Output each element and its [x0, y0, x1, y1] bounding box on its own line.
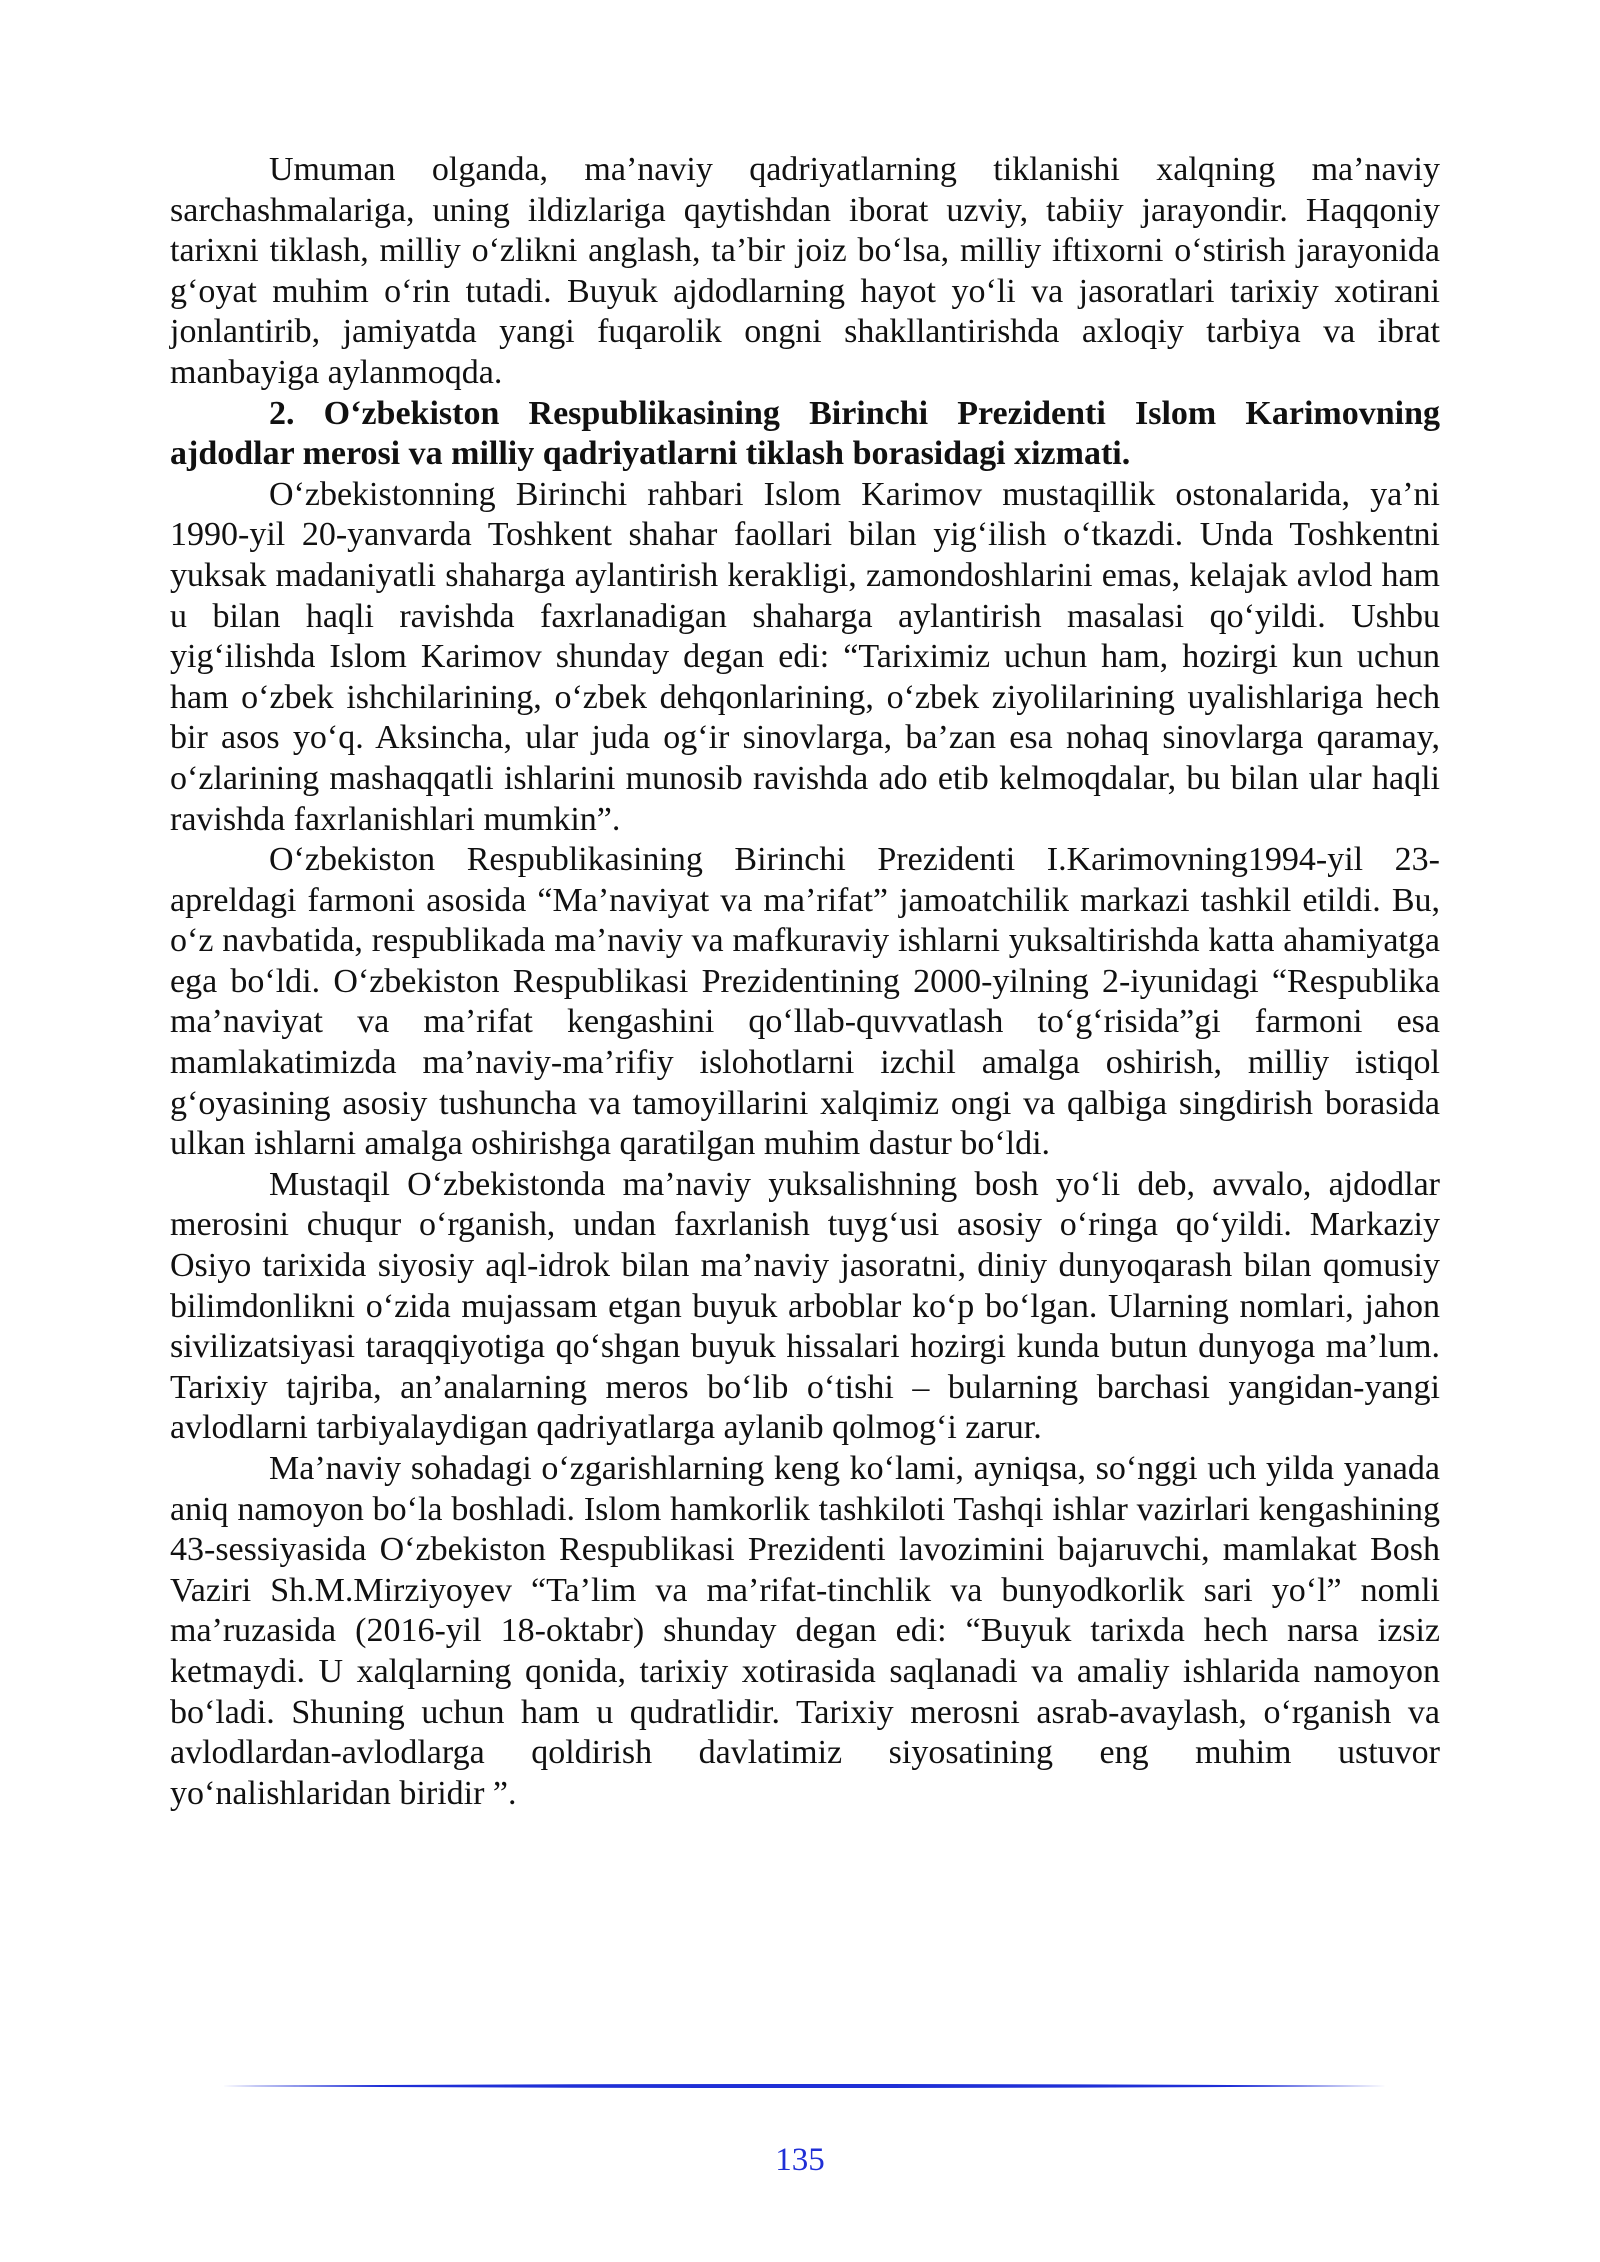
paragraph-ancestral-heritage: Mustaqil O‘zbekistonda ma’naviy yuksalishning bosh yo‘li deb, avvalo, ajdodlar merosini chuqur o‘rganish, undan faxrlanish tuyg‘usi asosiy o‘ringa qo‘yildi. Markaziy Osiyo tarixida siyosiy aql-idrok bilan ma’naviy jasoratni, diniy dunyoqarash bilan qomusiy bilimdonlikni o‘zida mujassam etgan buyuk arboblar ko‘p bo‘lgan. Ularning nomlari, jahon sivilizatsiyasi taraqqiyotiga qo‘shgan buyuk hissalari hozirgi kunda butun dunyoga ma’lum. Tarixiy tajriba, an’analarning meros bo‘lib o‘tishi – bularning barchasi yangidan-yangi avlodlarni tarbiyalaydigan qadriyatlarga aylanib qolmog‘i zarur.: [170, 1165, 1440, 1447]
paragraph-1994-decree: O‘zbekiston Respublikasining Birinchi Prezidenti I.Karimovning1994-yil 23-apreldagi farmoni asosida “Ma’naviyat va ma’rifat” jamoatchilik markazi tashkil etildi. Bu, o‘z navbatida, respublikada ma’naviy va mafkuraviy ishlarni yuksaltirishda katta ahamiyatga ega bo‘ldi. O‘zbekiston Respublikasi Prezidentining 2000-yilning 2-iyunidagi “Respublika ma’naviyat va ma’rifat kengashini qo‘llab-quvvatlash to‘g‘risida”gi farmoni esa mamlakatimizda ma’naviy-ma’rifiy islohotlarni izchil amalga oshirish, milliy istiqol g‘oyasining asosiy tushuncha va tamoyillarini xalqimiz ongi va qalbiga singdirish borasida ulkan ishlarni amalga oshirishga qaratilgan muhim dastur bo‘ldi.: [170, 841, 1440, 1163]
footer-divider: [222, 2083, 1387, 2089]
paragraph-spiritual-changes: Ma’naviy sohadagi o‘zgarishlarning keng ko‘lami, ayniqsa, so‘nggi uch yilda yanada aniq namoyon bo‘la boshladi. Islom hamkorlik tashkiloti Tashqi ishlar vazirlari kengashining 43-sessiyasida O‘zbekiston Respublikasi Prezidenti lavozimini bajaruvchi, mamlakat Bosh Vaziri Sh.M.Mirziyoyev “Ta’lim va ma’rifat-tinchlik va bunyodkorlik sari yo‘l” nomli ma’ruzasida (2016-yil 18-oktabr) shunday degan edi: “Buyuk tarixda hech narsa izsiz ketmaydi. U xalqlarning qonida, tarixiy xotirasida saqlanadi va amaliy ishlarida namoyon bo‘ladi. Shuning uchun ham u qudratlidir. Tarixiy merosni asrab-avaylash, o‘rganish va avlodlardan-avlodlarga qoldirish davlatimiz siyosatining eng muhim ustuvor yo‘nalishlaridan biridir ”.: [170, 1450, 1440, 1812]
paragraph-1990-meeting: O‘zbekistonning Birinchi rahbari Islom Karimov mustaqillik ostonalarida, ya’ni 1990-yil 20-yanvarda Toshkent shahar faollari bilan yig‘ilish o‘tkazdi. Unda Toshkentni yuksak madaniyatli shaharga aylantirish kerakligi, zamondoshlarini emas, kelajak avlod ham u bilan haqli ravishda faxrlanadigan shaharga aylantirish masalasi qo‘yildi. Ushbu yig‘ilishda Islom Karimov shunday degan edi: “Tariximiz uchun ham, hozirgi kun uchun ham o‘zbek ishchilarining, o‘zbek dehqonlarining, o‘zbek ziyolilarining uyalishlariga hech bir asos yo‘q. Aksincha, ular juda og‘ir sinovlarga, ba’zan esa nohaq sinovlarga qaramay, o‘zlarining mashaqqatli ishlarini munosib ravishda ado etib kelmoqdalar, bu bilan ular haqli ravishda faxrlanishlari mumkin”.: [170, 475, 1440, 838]
page-body: [170, 150, 1440, 1814]
page-number: 135: [775, 2142, 825, 2178]
section-heading: 2. O‘zbekiston Respublikasining Birinchi Prezidenti Islom Karimovning ajdodlar merosi va milliy qadriyatlarni tiklash borasidagi xizmati.: [170, 394, 1440, 473]
paragraph-intro: Umuman olganda, ma’naviy qadriyatlarning tiklanishi xalqning ma’naviy sarchashmalariga, uning ildizlariga qaytishdan iborat uzviy, tabiiy jarayondir. Haqqoniy tarixni tiklash, milliy o‘zlikni anglash, ta’bir joiz bo‘lsa, milliy iftixorni o‘stirish jarayonida g‘oyat muhim o‘rin tutadi. Buyuk ajdodlarning hayot yo‘li va jasoratlari tarixiy xotirani jonlantirib, jamiyatda yangi fuqarolik ongni shakllantirishda axloqiy tarbiya va ibrat manbayiga aylanmoqda.: [170, 151, 1440, 391]
